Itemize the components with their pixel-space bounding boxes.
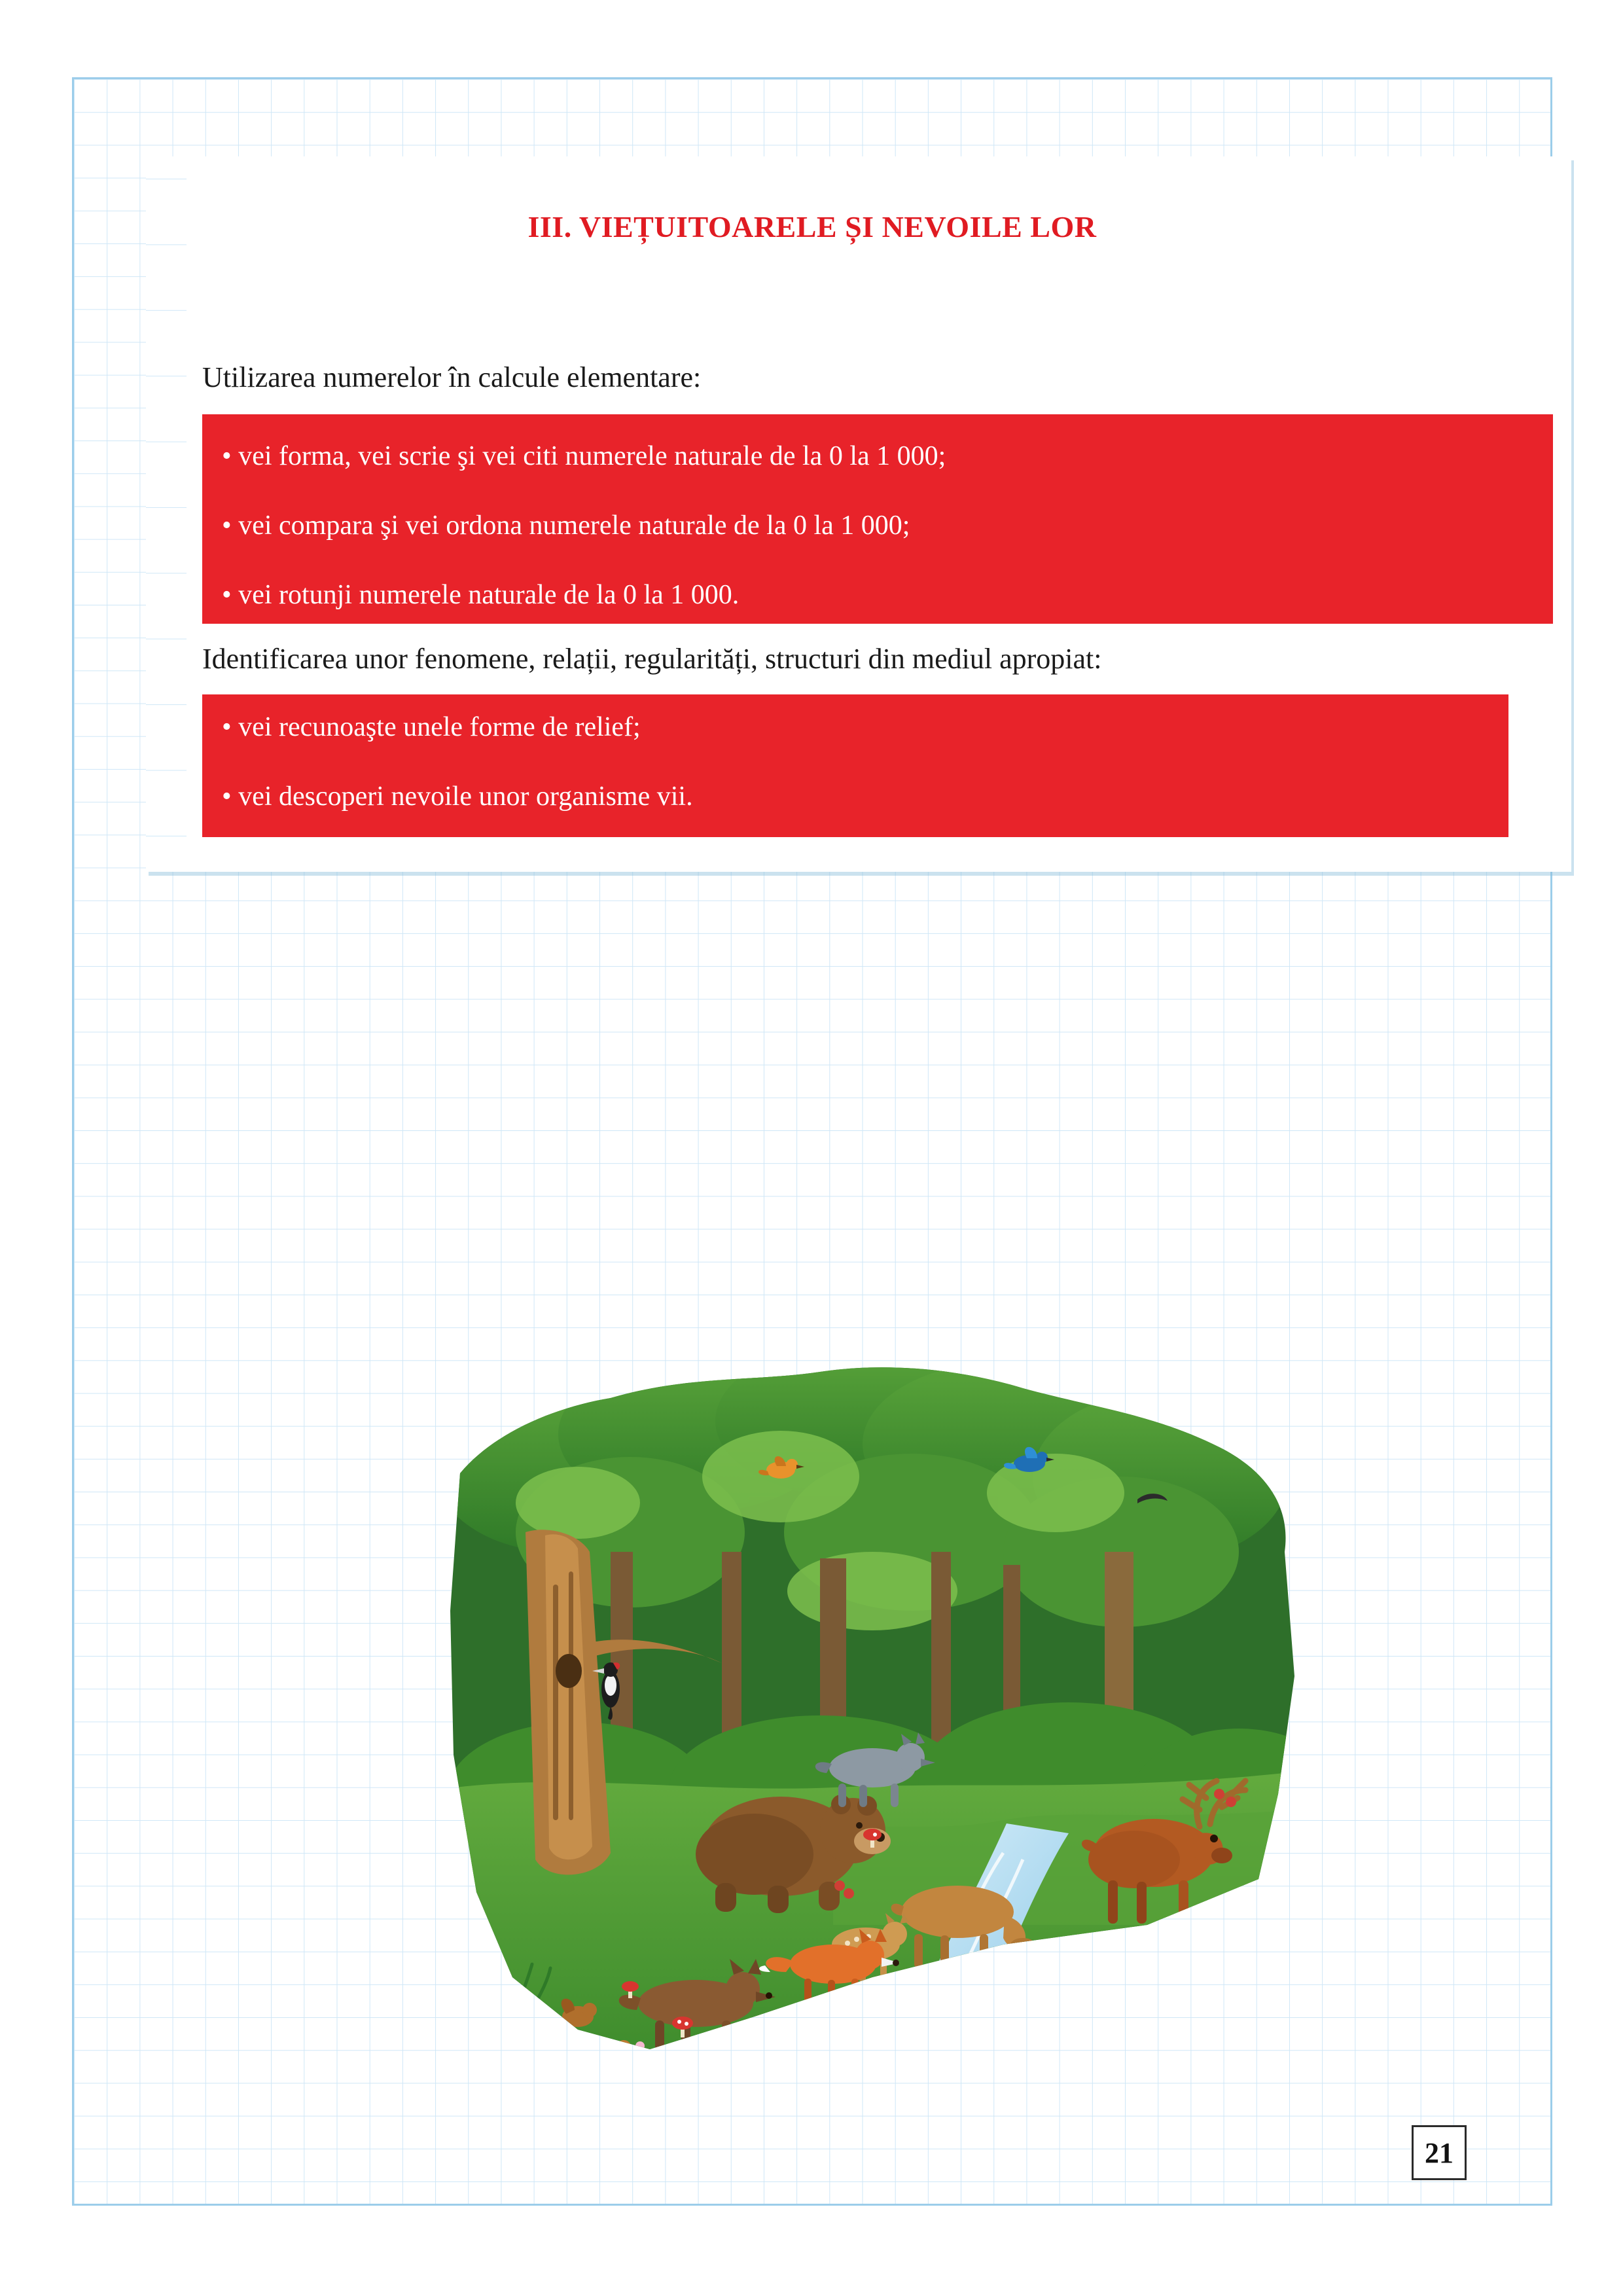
lead-text-1: Utilizarea numerelor în calcule elementare: — [202, 361, 702, 393]
margin-ruling — [146, 156, 187, 872]
page-title: III. VIEȚUITOARELE ȘI NEVOILE LOR — [527, 209, 1097, 243]
objective-item: • vei descoperi nevoile unor organisme vii. — [222, 781, 693, 812]
objective-item: • vei forma, vei scrie şi vei citi numerele naturale de la 0 la 1 000; — [222, 441, 946, 471]
lead-text-2: Identificarea unor fenomene, relații, regularități, structuri din mediul apropiat: — [202, 643, 1102, 675]
notebook-page — [72, 77, 1552, 2206]
page-number: 21 — [1412, 2125, 1467, 2180]
objective-item: • vei rotunji numerele naturale de la 0 la 1 000. — [222, 580, 740, 610]
objectives-block-1 — [202, 414, 1553, 624]
objective-item: • vei compara şi vei ordona numerele naturale de la 0 la 1 000; — [222, 511, 910, 541]
objectives-block-2 — [202, 694, 1508, 837]
objective-item: • vei recunoaşte unele forme de relief; — [222, 712, 641, 742]
forest-animals-illustration — [414, 1336, 1330, 2075]
